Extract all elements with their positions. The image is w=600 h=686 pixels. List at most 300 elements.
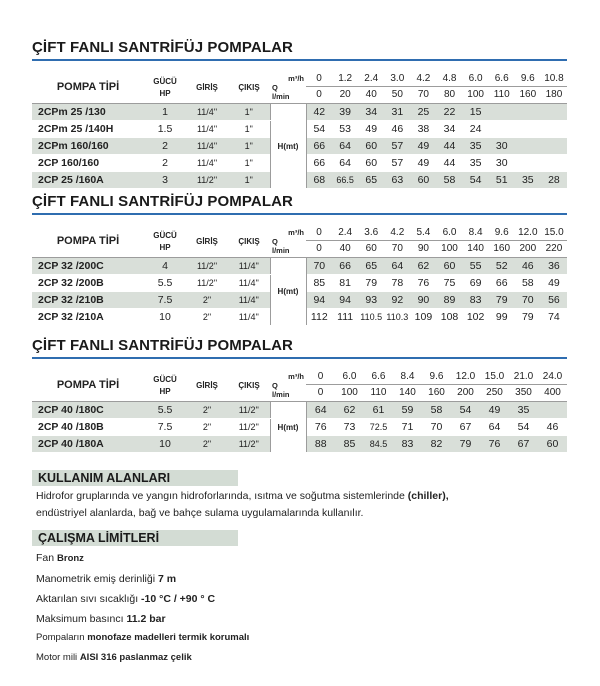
flow-lmin: 90: [417, 243, 429, 254]
limit-fan-label: Fan: [36, 552, 58, 564]
kullanim-line1: Hidrofor gruplarında ve yangın hidroforlarında, ısıtma ve soğutma sistemlerinde: [36, 490, 408, 502]
col-header-cikis: ÇIKIŞ: [228, 71, 270, 104]
flow-m3h: 12.0: [451, 369, 480, 385]
giris-cell: 11/2": [186, 172, 228, 189]
col-header-q: [270, 369, 306, 402]
flow-header-cell: [306, 369, 335, 402]
flow-lmin: 20: [339, 89, 351, 100]
flow-lmin: 200: [519, 243, 537, 254]
flow-lmin: 160: [493, 243, 511, 254]
flow-m3h: 2.4: [332, 225, 358, 241]
head-value-cell: 60: [538, 436, 567, 453]
flow-lmin: 40: [365, 89, 377, 100]
head-value-cell: [538, 402, 567, 419]
col-header-cikis: ÇIKIŞ: [228, 369, 270, 402]
cikis-cell: 11/4": [228, 258, 270, 275]
pump-table-3: [32, 369, 567, 453]
flow-m3h: 24.0: [538, 369, 567, 385]
flow-header-cell: [480, 369, 509, 402]
section-3: [32, 336, 567, 453]
head-value-cell: 79: [515, 309, 541, 326]
head-value-cell: 79: [358, 275, 384, 292]
flow-header-cell: [384, 71, 410, 104]
hp-cell: 2: [144, 138, 186, 155]
limit-emis-value: 7 m: [157, 573, 177, 585]
head-value-cell: 15: [463, 104, 489, 121]
head-value-cell: 57: [384, 155, 410, 172]
head-value-cell: 83: [463, 292, 489, 309]
flow-header-cell: [436, 225, 462, 258]
head-value-cell: [541, 104, 567, 121]
flow-m3h: 1.2: [332, 71, 358, 87]
model-cell: 2CP 25 /160A: [32, 172, 144, 189]
q-unit-label: Q: [272, 82, 278, 92]
model-cell: 2CPm 25 /140H: [32, 121, 144, 138]
flow-lmin: 100: [467, 89, 484, 100]
header-row: [32, 71, 567, 104]
model-cell: 2CP 160/160: [32, 155, 144, 172]
head-value-cell: 34: [358, 104, 384, 121]
head-value-cell: 44: [436, 138, 462, 155]
section-title: ÇİFT FANLI SANTRİFÜJ POMPALAR: [32, 337, 293, 354]
hp-cell: 1.5: [144, 121, 186, 138]
head-value-cell: 66.5: [332, 172, 358, 189]
head-value-cell: 68: [306, 172, 332, 189]
head-value-cell: 39: [332, 104, 358, 121]
flow-lmin: 250: [486, 387, 503, 398]
model-cell: 2CP 32 /210A: [32, 309, 144, 326]
model-cell: 2CPm 160/160: [32, 138, 144, 155]
head-value-cell: 70: [515, 292, 541, 309]
head-value-cell: 65: [358, 172, 384, 189]
limit-motor: [36, 652, 192, 663]
head-value-cell: 64: [332, 155, 358, 172]
head-value-cell: 71: [393, 419, 422, 436]
limit-emis-label: Manometrik emiş derinliği: [36, 573, 158, 585]
flow-header-cell: [332, 71, 358, 104]
model-cell: 2CP 40 /180A: [32, 436, 144, 453]
head-value-cell: 35: [463, 155, 489, 172]
flow-lmin: 0: [316, 243, 322, 254]
cikis-cell: 11/2": [228, 419, 270, 436]
flow-header-cell: [489, 225, 515, 258]
gucu-label: GÜCÜ: [153, 374, 177, 384]
flow-header-cell: [515, 225, 541, 258]
section-title: ÇİFT FANLI SANTRİFÜJ POMPALAR: [32, 39, 293, 56]
model-cell: 2CP 40 /180B: [32, 419, 144, 436]
col-header-giris: GİRİŞ: [186, 71, 228, 104]
col-header-q: [270, 225, 306, 258]
flow-m3h: 5.4: [410, 225, 436, 241]
head-value-cell: 53: [332, 121, 358, 138]
table-row: [32, 258, 567, 275]
flow-lmin: 180: [545, 89, 563, 100]
col-header-giris: GİRİŞ: [186, 225, 228, 258]
flow-lmin: 140: [399, 387, 416, 398]
header-row: [32, 225, 567, 258]
head-value-cell: 78: [384, 275, 410, 292]
flow-lmin: 50: [391, 89, 403, 100]
head-value-cell: [489, 104, 515, 121]
head-value-cell: 93: [358, 292, 384, 309]
head-value-cell: 35: [509, 402, 538, 419]
flow-lmin: 70: [391, 243, 403, 254]
flow-lmin: 60: [365, 243, 377, 254]
head-value-cell: 49: [480, 402, 509, 419]
flow-header-cell: [364, 369, 393, 402]
hp-cell: 5.5: [144, 275, 186, 292]
model-cell: 2CP 32 /200B: [32, 275, 144, 292]
col-header-gucu: [144, 369, 186, 402]
col-header-cikis: ÇIKIŞ: [228, 225, 270, 258]
flow-lmin: 110: [370, 387, 387, 398]
q-unit-label: l/min: [272, 389, 290, 399]
q-unit-label: l/min: [272, 91, 290, 101]
head-value-cell: 85: [335, 436, 364, 453]
section-2: [32, 192, 567, 326]
head-value-cell: 112: [306, 309, 332, 326]
head-value-cell: 59: [393, 402, 422, 419]
hp-cell: 5.5: [144, 402, 186, 419]
cikis-cell: 11/4": [228, 292, 270, 309]
flow-m3h: 8.4: [393, 369, 422, 385]
flow-header-cell: [332, 225, 358, 258]
head-value-cell: 35: [515, 172, 541, 189]
flow-lmin: 0: [316, 89, 322, 100]
limit-basinc-value: 11.2 bar: [126, 613, 166, 625]
head-value-cell: 46: [515, 258, 541, 275]
limit-termik-label: Pompaların: [36, 632, 88, 643]
flow-header-cell: [541, 225, 567, 258]
col-header-pompa: POMPA TİPİ: [32, 225, 144, 258]
flow-lmin: 220: [545, 243, 563, 254]
head-value-cell: 60: [358, 138, 384, 155]
hp-label: HP: [159, 88, 171, 98]
head-value-cell: 24: [463, 121, 489, 138]
flow-m3h: 6.0: [436, 225, 462, 241]
flow-lmin: 40: [339, 243, 351, 254]
flow-m3h: 4.8: [436, 71, 462, 87]
section-rule: [32, 213, 567, 215]
col-header-q: [270, 71, 306, 104]
flow-lmin: 80: [443, 89, 456, 100]
head-value-cell: 90: [410, 292, 436, 309]
head-value-cell: 92: [384, 292, 410, 309]
giris-cell: 2": [186, 436, 228, 453]
head-value-cell: 62: [335, 402, 364, 419]
header-row: [32, 369, 567, 402]
head-value-cell: 60: [436, 258, 462, 275]
head-value-cell: 58: [436, 172, 462, 189]
col-header-gucu: [144, 71, 186, 104]
flow-lmin: 100: [441, 243, 458, 254]
hmt-label: H(mt): [270, 258, 306, 326]
pump-table-1: [32, 71, 567, 189]
limit-sicaklik: [36, 593, 215, 605]
flow-m3h: 3.0: [384, 71, 410, 87]
head-value-cell: 54: [451, 402, 480, 419]
limit-emis: [36, 573, 176, 585]
flow-header-cell: [358, 71, 384, 104]
head-value-cell: 46: [538, 419, 567, 436]
head-value-cell: 79: [451, 436, 480, 453]
head-value-cell: 30: [489, 155, 515, 172]
head-value-cell: 49: [410, 138, 436, 155]
head-value-cell: [489, 121, 515, 138]
cikis-cell: 1": [228, 104, 270, 121]
head-value-cell: 66: [489, 275, 515, 292]
table-row: [32, 402, 567, 419]
head-value-cell: 109: [410, 309, 436, 326]
giris-cell: 11/2": [186, 258, 228, 275]
head-value-cell: 108: [436, 309, 462, 326]
flow-lmin: 70: [417, 89, 429, 100]
cikis-cell: 11/4": [228, 275, 270, 292]
flow-lmin: 160: [519, 89, 537, 100]
limit-motor-value: AISI 316 paslanmaz çelik: [79, 652, 192, 663]
hp-cell: 7.5: [144, 292, 186, 309]
head-value-cell: 76: [410, 275, 436, 292]
head-value-cell: 73: [335, 419, 364, 436]
head-value-cell: 89: [436, 292, 462, 309]
flow-header-cell: [463, 71, 489, 104]
head-value-cell: 22: [436, 104, 462, 121]
flow-header-cell: [538, 369, 567, 402]
col-header-pompa: POMPA TİPİ: [32, 369, 144, 402]
head-value-cell: 85: [306, 275, 332, 292]
head-value-cell: 54: [306, 121, 332, 138]
head-value-cell: 66: [306, 138, 332, 155]
flow-m3h: 6.6: [364, 369, 393, 385]
giris-cell: 11/4": [186, 138, 228, 155]
section-rule: [32, 357, 567, 359]
hmt-label: H(mt): [270, 402, 306, 453]
head-value-cell: 49: [410, 155, 436, 172]
head-value-cell: 66: [332, 258, 358, 275]
head-value-cell: 54: [509, 419, 538, 436]
cikis-cell: 1": [228, 138, 270, 155]
q-unit-label: Q: [272, 380, 278, 390]
head-value-cell: 64: [480, 419, 509, 436]
giris-cell: 2": [186, 292, 228, 309]
head-value-cell: 88: [306, 436, 335, 453]
flow-header-cell: [436, 71, 462, 104]
head-value-cell: 25: [410, 104, 436, 121]
q-unit-label: m³/h: [288, 227, 304, 237]
giris-cell: 11/2": [186, 275, 228, 292]
hp-label: HP: [159, 242, 171, 252]
limit-fan: [36, 552, 84, 564]
limit-basinc: [36, 613, 166, 625]
flow-header-cell: [422, 369, 451, 402]
gucu-label: GÜCÜ: [153, 76, 177, 86]
flow-m3h: 8.4: [463, 225, 489, 241]
flow-m3h: 2.4: [358, 71, 384, 87]
col-header-pompa: POMPA TİPİ: [32, 71, 144, 104]
limitler-heading: ÇALIŞMA LİMİTLERİ: [32, 530, 238, 546]
head-value-cell: 58: [515, 275, 541, 292]
flow-m3h: 9.6: [422, 369, 451, 385]
head-value-cell: [541, 155, 567, 172]
head-value-cell: 76: [480, 436, 509, 453]
kullanim-line2: endüstriyel alanlarda, bağ ve bahçe sulama uygulamalarında kullanılır.: [36, 507, 364, 519]
flow-header-cell: [410, 225, 436, 258]
flow-m3h: 4.2: [384, 225, 410, 241]
flow-header-cell: [358, 225, 384, 258]
head-value-cell: 52: [489, 258, 515, 275]
flow-lmin: 160: [428, 387, 445, 398]
head-value-cell: 58: [422, 402, 451, 419]
head-value-cell: 70: [306, 258, 332, 275]
hp-cell: 3: [144, 172, 186, 189]
head-value-cell: 76: [306, 419, 335, 436]
giris-cell: 11/4": [186, 121, 228, 138]
flow-m3h: 6.6: [489, 71, 515, 87]
head-value-cell: 44: [436, 155, 462, 172]
limit-motor-label: Motor mili: [36, 652, 80, 663]
hp-cell: 4: [144, 258, 186, 275]
hmt-label: H(mt): [270, 104, 306, 189]
flow-m3h: 6.0: [463, 71, 489, 87]
flow-header-cell: [410, 71, 436, 104]
flow-header-cell: [451, 369, 480, 402]
limit-sicaklik-label: Aktarılan sıvı sıcaklığı: [36, 593, 142, 605]
head-value-cell: 64: [332, 138, 358, 155]
flow-m3h: 6.0: [335, 369, 364, 385]
head-value-cell: 55: [463, 258, 489, 275]
flow-m3h: 15.0: [480, 369, 509, 385]
flow-m3h: 3.6: [358, 225, 384, 241]
head-value-cell: 94: [332, 292, 358, 309]
model-cell: 2CP 40 /180C: [32, 402, 144, 419]
flow-header-cell: [306, 225, 332, 258]
section-rule: [32, 59, 567, 61]
cikis-cell: 11/4": [228, 309, 270, 326]
head-value-cell: [541, 138, 567, 155]
head-value-cell: 42: [306, 104, 332, 121]
head-value-cell: [515, 155, 541, 172]
head-value-cell: 67: [451, 419, 480, 436]
head-value-cell: 94: [306, 292, 332, 309]
flow-m3h: 4.2: [410, 71, 436, 87]
gucu-label: GÜCÜ: [153, 230, 177, 240]
col-header-giris: GİRİŞ: [186, 369, 228, 402]
head-value-cell: 72.5: [364, 419, 393, 436]
kullanim-line1-bold: (chiller),: [407, 490, 449, 502]
head-value-cell: 34: [436, 121, 462, 138]
section-title: ÇİFT FANLI SANTRİFÜJ POMPALAR: [32, 193, 293, 210]
flow-header-cell: [306, 71, 332, 104]
flow-m3h: 9.6: [515, 71, 541, 87]
model-cell: 2CP 32 /210B: [32, 292, 144, 309]
giris-cell: 2": [186, 419, 228, 436]
flow-lmin: 110: [493, 89, 510, 100]
giris-cell: 11/4": [186, 104, 228, 121]
flow-lmin: 0: [317, 387, 324, 398]
model-cell: 2CP 32 /200C: [32, 258, 144, 275]
head-value-cell: 63: [384, 172, 410, 189]
flow-lmin: 100: [341, 387, 358, 398]
flow-m3h: 0: [306, 225, 332, 241]
limit-termik: [36, 632, 249, 643]
col-header-gucu: [144, 225, 186, 258]
head-value-cell: 49: [358, 121, 384, 138]
flow-m3h: 9.6: [489, 225, 515, 241]
hp-cell: 10: [144, 436, 186, 453]
head-value-cell: 82: [422, 436, 451, 453]
head-value-cell: 75: [436, 275, 462, 292]
flow-lmin: 400: [544, 387, 561, 398]
head-value-cell: [515, 104, 541, 121]
flow-header-cell: [489, 71, 515, 104]
hp-cell: 2: [144, 155, 186, 172]
flow-header-cell: [515, 71, 541, 104]
giris-cell: 2": [186, 402, 228, 419]
head-value-cell: 46: [384, 121, 410, 138]
kullanim-heading: KULLANIM ALANLARI: [32, 470, 238, 486]
table-row: [32, 104, 567, 121]
flow-header-cell: [509, 369, 538, 402]
flow-lmin: 350: [515, 387, 532, 398]
hp-cell: 1: [144, 104, 186, 121]
flow-lmin: 140: [467, 243, 484, 254]
head-value-cell: 83: [393, 436, 422, 453]
head-value-cell: [541, 121, 567, 138]
head-value-cell: 54: [463, 172, 489, 189]
flow-header-cell: [463, 225, 489, 258]
head-value-cell: 64: [384, 258, 410, 275]
head-value-cell: 28: [541, 172, 567, 189]
head-value-cell: 102: [463, 309, 489, 326]
flow-m3h: 21.0: [509, 369, 538, 385]
flow-m3h: 15.0: [541, 225, 567, 241]
head-value-cell: 66: [306, 155, 332, 172]
head-value-cell: 70: [422, 419, 451, 436]
giris-cell: 2": [186, 309, 228, 326]
head-value-cell: 30: [489, 138, 515, 155]
flow-header-cell: [541, 71, 567, 104]
q-unit-label: Q: [272, 236, 278, 246]
flow-m3h: 0: [306, 71, 332, 87]
head-value-cell: 57: [384, 138, 410, 155]
hp-label: HP: [159, 386, 171, 396]
head-value-cell: [515, 138, 541, 155]
model-cell: 2CPm 25 /130: [32, 104, 144, 121]
flow-m3h: 10.8: [541, 71, 567, 87]
limit-fan-value: Bronz: [57, 553, 84, 564]
kullanim-text: [36, 488, 449, 522]
head-value-cell: 81: [332, 275, 358, 292]
cikis-cell: 1": [228, 172, 270, 189]
q-unit-label: m³/h: [288, 73, 304, 83]
q-unit-label: m³/h: [288, 371, 304, 381]
head-value-cell: 65: [358, 258, 384, 275]
pump-table-2: [32, 225, 567, 326]
head-value-cell: 64: [306, 402, 335, 419]
head-value-cell: 67: [509, 436, 538, 453]
flow-m3h: 12.0: [515, 225, 541, 241]
head-value-cell: 62: [410, 258, 436, 275]
cikis-cell: 1": [228, 121, 270, 138]
flow-m3h: 0: [306, 369, 335, 385]
limit-sicaklik-value: -10 °C / +90 ° C: [141, 593, 216, 605]
head-value-cell: 31: [384, 104, 410, 121]
limit-termik-value: monofaze madelleri termik korumalı: [87, 632, 250, 643]
head-value-cell: 69: [463, 275, 489, 292]
head-value-cell: 99: [489, 309, 515, 326]
cikis-cell: 11/2": [228, 402, 270, 419]
head-value-cell: 74: [541, 309, 567, 326]
